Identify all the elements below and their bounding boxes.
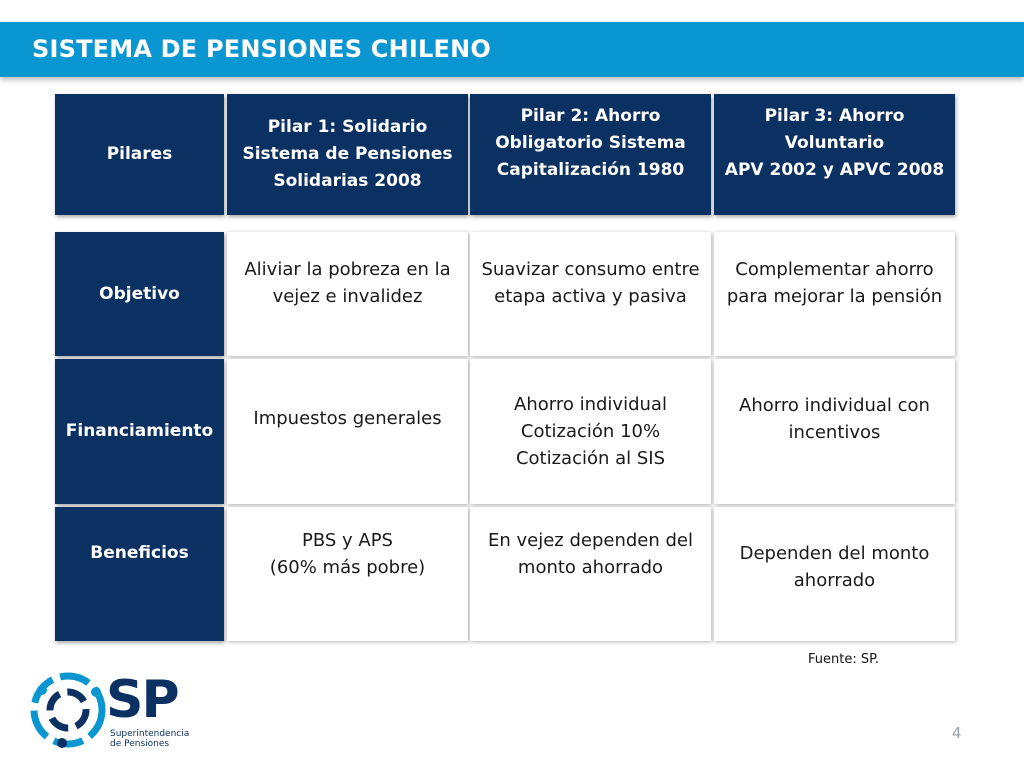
row-label-text: Beneficios <box>90 542 189 563</box>
table-cell <box>714 232 955 356</box>
title-bar <box>0 22 1024 77</box>
table-cell <box>227 507 468 641</box>
cell-text: En vejez dependen del monto ahorrado <box>487 530 693 578</box>
row-label-text: Objetivo <box>99 283 180 304</box>
cell-text: Aliviar la pobreza en la vejez e invalidez <box>244 259 451 307</box>
header-pillar-2-text: Pilar 2: Ahorro Obligatorio Sistema Capitalización 1980 <box>495 106 686 180</box>
logo-brand: SP <box>106 670 178 730</box>
table-cell <box>470 359 711 504</box>
table-cell <box>227 232 468 356</box>
header-pillar-3 <box>714 94 955 215</box>
table-cell <box>470 507 711 641</box>
slide-title: SISTEMA DE PENSIONES CHILENO <box>32 35 491 63</box>
table-cell <box>714 359 955 504</box>
row-label-beneficios <box>55 507 224 641</box>
cell-text: Ahorro individual Cotización 10% Cotización al SIS <box>514 394 667 469</box>
cell-text: Suavizar consumo entre etapa activa y pasiva <box>481 259 700 307</box>
header-pillar-1-text: Pilar 1: Solidario Sistema de Pensiones Solidarias 2008 <box>242 117 453 191</box>
cell-text: Dependen del monto ahorrado <box>739 543 930 591</box>
header-label-text: Pilares <box>106 144 173 164</box>
table-cell <box>227 359 468 504</box>
row-label-financiamiento <box>55 359 224 504</box>
cell-text: PBS y APS (60% más pobre) <box>269 530 426 578</box>
cell-text: Complementar ahorro para mejorar la pensión <box>726 259 943 307</box>
table-cell <box>714 507 955 641</box>
header-label-pilares <box>55 94 224 215</box>
page-number: 4 <box>952 724 962 742</box>
table-cell <box>470 232 711 356</box>
row-label-objetivo <box>55 232 224 356</box>
cell-text: Ahorro individual con incentivos <box>739 394 930 443</box>
header-pillar-2 <box>470 94 711 215</box>
row-label-text: Financiamiento <box>65 421 214 441</box>
source-note: Fuente: SP. <box>808 652 880 667</box>
header-pillar-3-text: Pilar 3: Ahorro Voluntario APV 2002 y APVC 2008 <box>724 106 945 180</box>
cell-text: Impuestos generales <box>253 408 442 429</box>
logo-subtitle: Superintendencia de Pensiones <box>110 729 190 749</box>
header-pillar-1 <box>227 94 468 215</box>
